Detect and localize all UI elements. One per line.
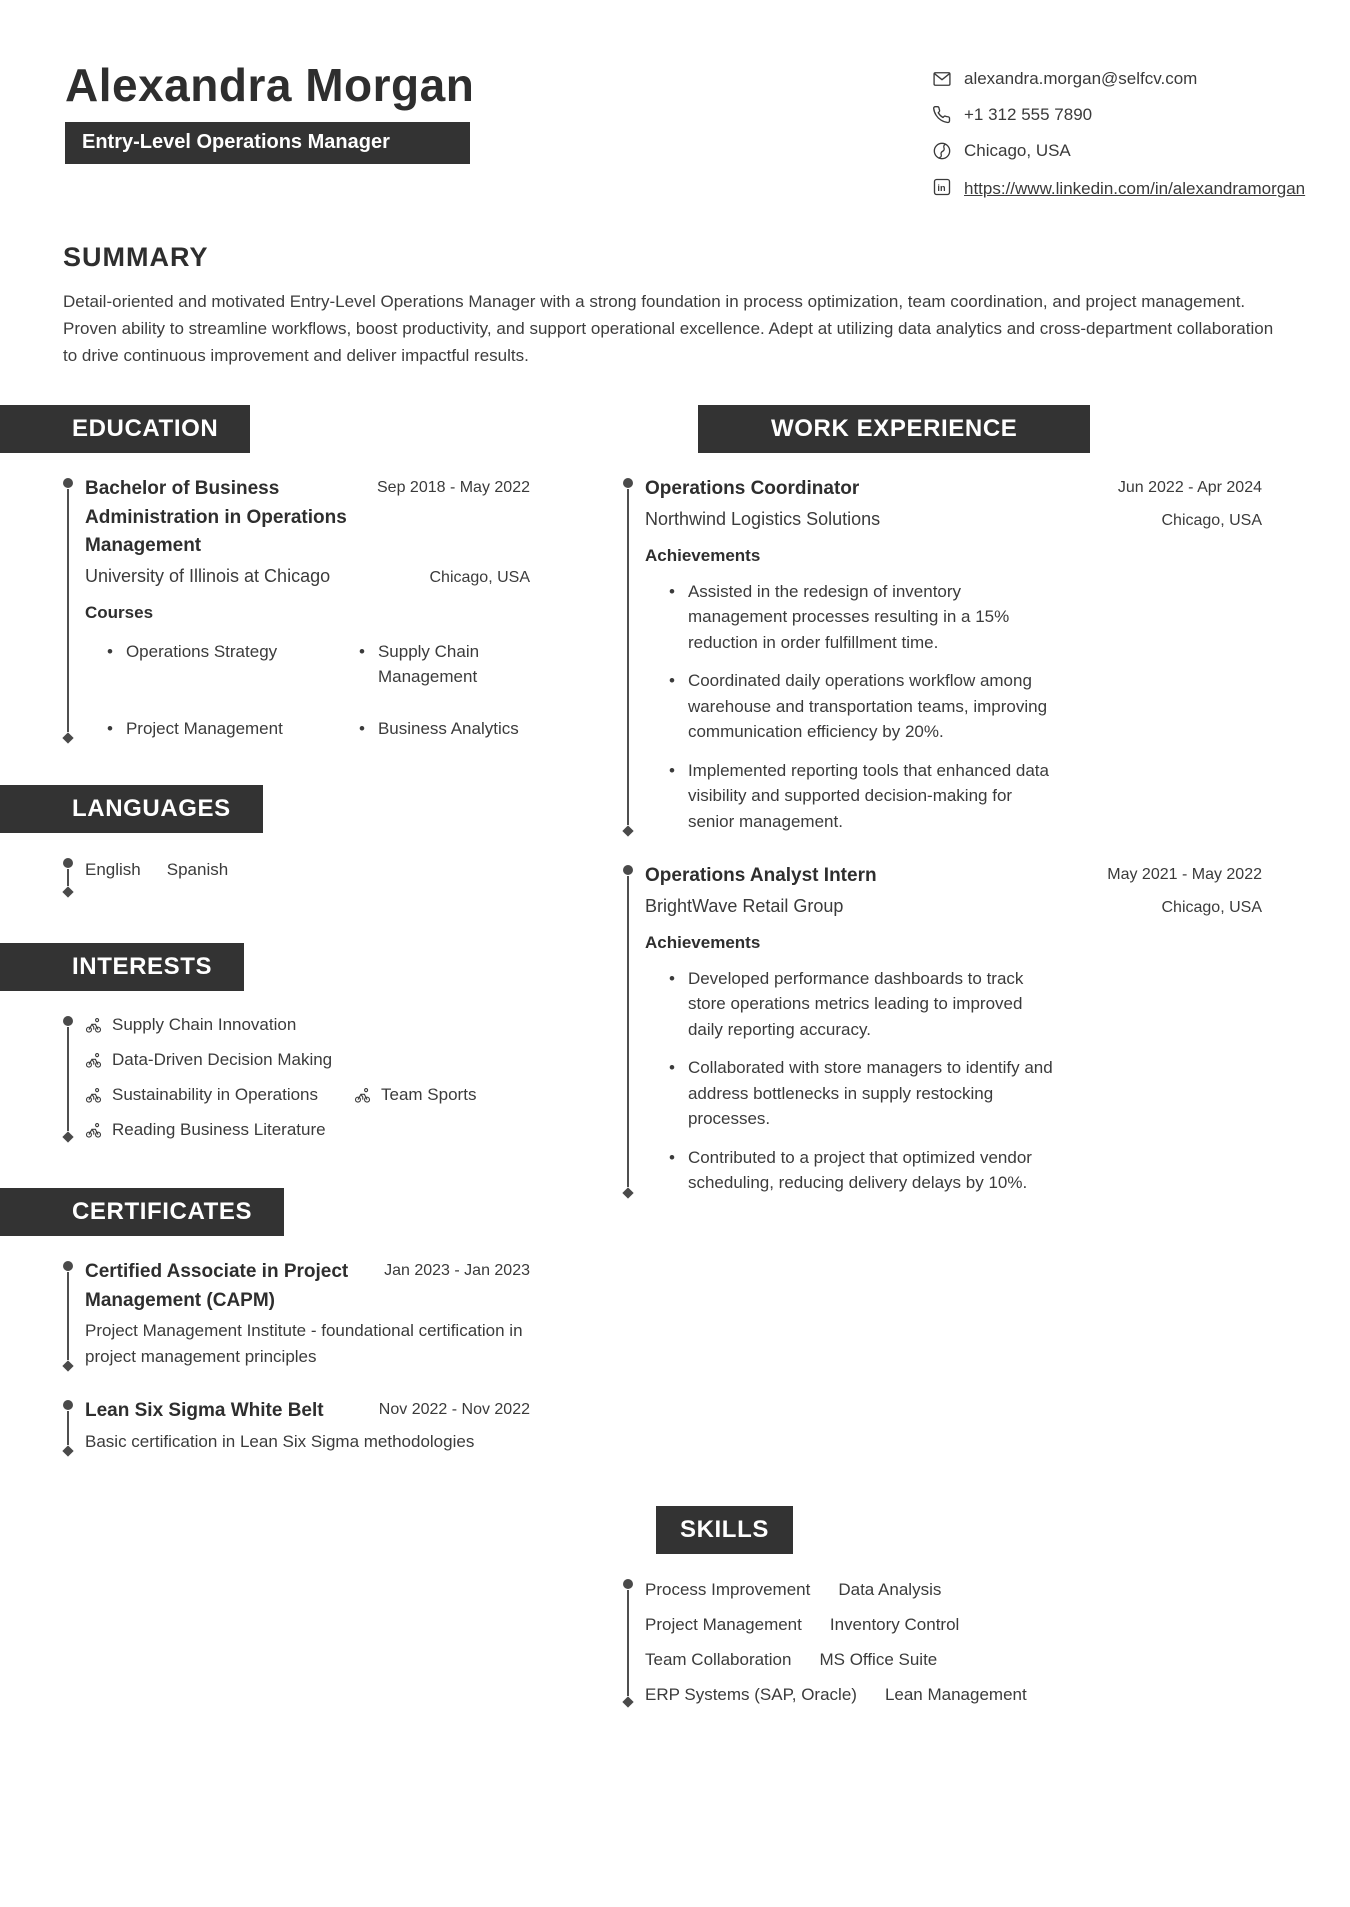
cyclist-icon	[85, 1017, 102, 1034]
bullet-dot: •	[669, 1058, 675, 1078]
phone-icon	[932, 105, 952, 125]
interest-text: Data-Driven Decision Making	[112, 1050, 333, 1070]
achievement-item	[669, 1145, 1061, 1196]
achievement-item	[669, 668, 1061, 745]
education-dates: Sep 2018 - May 2022	[377, 479, 530, 497]
interest-item	[85, 1015, 296, 1035]
interest-item	[85, 1085, 318, 1105]
skill-item: Process Improvement	[645, 1579, 811, 1599]
bullet-dot: •	[359, 718, 365, 738]
skills-list	[645, 1576, 1262, 1705]
achievement-text: Assisted in the redesign of inventory management processes resulting in a 15% reduction in order fulfillment time.	[687, 581, 1010, 652]
linkedin-link[interactable]: https://www.linkedin.com/in/alexandramorgan	[964, 179, 1306, 199]
timeline-line	[627, 1590, 629, 1696]
education-location: Chicago, USA	[429, 568, 530, 586]
interest-text: Sustainability in Operations	[112, 1085, 319, 1105]
header	[0, 0, 1350, 202]
contact-linkedin-row	[932, 176, 1310, 202]
languages-heading: LANGUAGES	[0, 785, 263, 833]
certificates-heading: CERTIFICATES	[0, 1188, 284, 1236]
certificate-dates: Nov 2022 - Nov 2022	[378, 1401, 530, 1419]
achievements-label: Achievements	[645, 932, 761, 952]
envelope-icon	[932, 69, 952, 89]
language-item: Spanish	[166, 860, 229, 880]
languages-list	[85, 855, 530, 880]
cyclist-icon	[85, 1122, 102, 1139]
course-text: Project Management	[125, 718, 283, 738]
achievement-item	[669, 579, 1061, 656]
interest-text: Supply Chain Innovation	[112, 1015, 297, 1035]
timeline-line	[627, 489, 629, 825]
achievement-item	[669, 1055, 1061, 1132]
achievement-text: Implemented reporting tools that enhanced data visibility and supported decision-making for senior management.	[687, 760, 1049, 831]
timeline-line	[67, 1027, 69, 1131]
achievement-item	[669, 966, 1061, 1043]
course-item	[359, 716, 530, 742]
certificate-entry	[63, 1397, 563, 1456]
right-column	[563, 405, 1350, 1707]
interest-text: Reading Business Literature	[112, 1120, 326, 1140]
contact-block	[932, 58, 1310, 202]
timeline-line	[67, 869, 69, 886]
job-dates: Jun 2022 - Apr 2024	[1117, 479, 1262, 497]
cyclist-icon	[85, 1087, 102, 1104]
identity-block	[65, 58, 474, 202]
skill-item: Team Collaboration	[645, 1649, 792, 1669]
job-entry	[623, 862, 1262, 1198]
contact-email-row	[932, 68, 1310, 90]
achievements-list	[645, 966, 1262, 1196]
job-title: Operations Analyst Intern	[645, 865, 877, 887]
bullet-dot: •	[669, 581, 675, 601]
bullet-dot: •	[107, 641, 113, 661]
timeline-line	[67, 489, 69, 732]
degree-title: Bachelor of Business Administration in Operations Management	[85, 478, 347, 557]
work-experience-heading: WORK EXPERIENCE	[698, 405, 1090, 453]
job-dates: May 2021 - May 2022	[1107, 866, 1262, 884]
certificate-title: Lean Six Sigma White Belt	[85, 1400, 324, 1422]
skill-item: Data Analysis	[838, 1579, 942, 1599]
columns	[0, 405, 1350, 1707]
achievement-text: Coordinated daily operations workflow among warehouse and transportation teams, improving communication efficiency by 20%.	[687, 671, 1048, 742]
summary-text: Detail-oriented and motivated Entry-Level Operations Manager with a strong foundation in process optimization, team coordination, and project management. Proven ability to streamline workflows, boost productivity, and support operational excellence. Adept at utilizing data analytics and cross-department collaboration to drive continuous improvement and deliver impactful results.	[63, 291, 1274, 365]
language-item: English	[85, 860, 141, 880]
timeline-line	[67, 1411, 69, 1445]
education-heading: EDUCATION	[0, 405, 250, 453]
bullet-dot: •	[669, 671, 675, 691]
svg-text:in: in	[937, 183, 946, 194]
skills-entry	[623, 1576, 1262, 1707]
contact-email: alexandra.morgan@selfcv.com	[964, 69, 1198, 88]
contact-phone-row	[932, 104, 1310, 126]
achievements-label: Achievements	[645, 545, 761, 565]
job-entry	[623, 475, 1262, 836]
bullet-dot: •	[107, 718, 113, 738]
certificate-dates: Jan 2023 - Jan 2023	[384, 1262, 530, 1280]
section-skills	[623, 1506, 1262, 1707]
bullet-dot: •	[359, 641, 365, 661]
skills-heading: SKILLS	[656, 1506, 793, 1554]
certificate-title: Certified Associate in Project Management (CAPM)	[85, 1261, 349, 1311]
cyclist-icon	[354, 1087, 371, 1104]
cyclist-icon	[85, 1052, 102, 1069]
job-title-badge: Entry-Level Operations Manager	[65, 122, 470, 164]
course-text: Operations Strategy	[125, 641, 278, 661]
school-name: University of Illinois at Chicago	[85, 565, 331, 586]
skill-item: ERP Systems (SAP, Oracle)	[645, 1684, 857, 1704]
achievement-text: Collaborated with store managers to identify and address bottlenecks in supply restocking processes.	[687, 1058, 1053, 1129]
certificate-description: Basic certification in Lean Six Sigma methodologies	[85, 1431, 475, 1451]
globe-icon	[932, 141, 952, 161]
section-education	[63, 405, 563, 743]
section-summary	[0, 242, 1350, 370]
courses-list	[85, 639, 530, 742]
skill-item: Lean Management	[884, 1684, 1027, 1704]
education-entry	[63, 475, 563, 743]
course-item	[359, 639, 530, 690]
interest-item	[85, 1120, 326, 1140]
languages-entry	[63, 855, 563, 897]
skill-item: Inventory Control	[829, 1614, 960, 1634]
achievements-list	[645, 579, 1262, 835]
skill-item: MS Office Suite	[819, 1649, 938, 1669]
job-location: Chicago, USA	[1161, 511, 1262, 529]
section-languages	[63, 785, 563, 897]
course-text: Business Analytics	[377, 718, 519, 738]
achievement-item	[669, 758, 1061, 835]
interest-item	[85, 1050, 332, 1070]
certificate-description: Project Management Institute - foundational certification in project management principles	[85, 1321, 523, 1366]
company-name: Northwind Logistics Solutions	[645, 508, 881, 529]
course-item	[107, 716, 359, 742]
courses-label: Courses	[85, 602, 154, 622]
contact-location-row	[932, 140, 1310, 162]
job-location: Chicago, USA	[1161, 898, 1262, 916]
left-column	[0, 405, 563, 1707]
bullet-dot: •	[669, 1147, 675, 1167]
achievement-text: Developed performance dashboards to track store operations metrics leading to improved daily reporting accuracy.	[687, 968, 1024, 1039]
bullet-dot: •	[669, 760, 675, 780]
contact-location: Chicago, USA	[964, 141, 1071, 161]
interests-heading: INTERESTS	[0, 943, 244, 991]
course-item	[107, 639, 359, 690]
section-interests	[63, 943, 563, 1142]
company-name: BrightWave Retail Group	[645, 895, 844, 916]
interests-list	[85, 1013, 530, 1140]
timeline-line	[627, 876, 629, 1187]
interest-text: Team Sports	[381, 1085, 477, 1105]
skill-item: Project Management	[645, 1614, 802, 1634]
job-title: Operations Coordinator	[645, 478, 860, 500]
course-text: Supply Chain Management	[377, 641, 480, 687]
section-certificates	[63, 1188, 563, 1456]
linkedin-icon	[932, 177, 952, 197]
person-name: Alexandra Morgan	[65, 59, 475, 111]
certificate-entry	[63, 1258, 563, 1371]
bullet-dot: •	[669, 968, 675, 988]
contact-phone: +1 312 555 7890	[964, 105, 1093, 125]
section-work-experience	[623, 405, 1262, 1198]
timeline-line	[67, 1272, 69, 1360]
interest-item	[354, 1085, 476, 1105]
summary-heading: SUMMARY	[63, 241, 209, 272]
interests-entry	[63, 1013, 563, 1142]
achievement-text: Contributed to a project that optimized vendor scheduling, reducing delivery delays by 10%.	[687, 1147, 1032, 1193]
